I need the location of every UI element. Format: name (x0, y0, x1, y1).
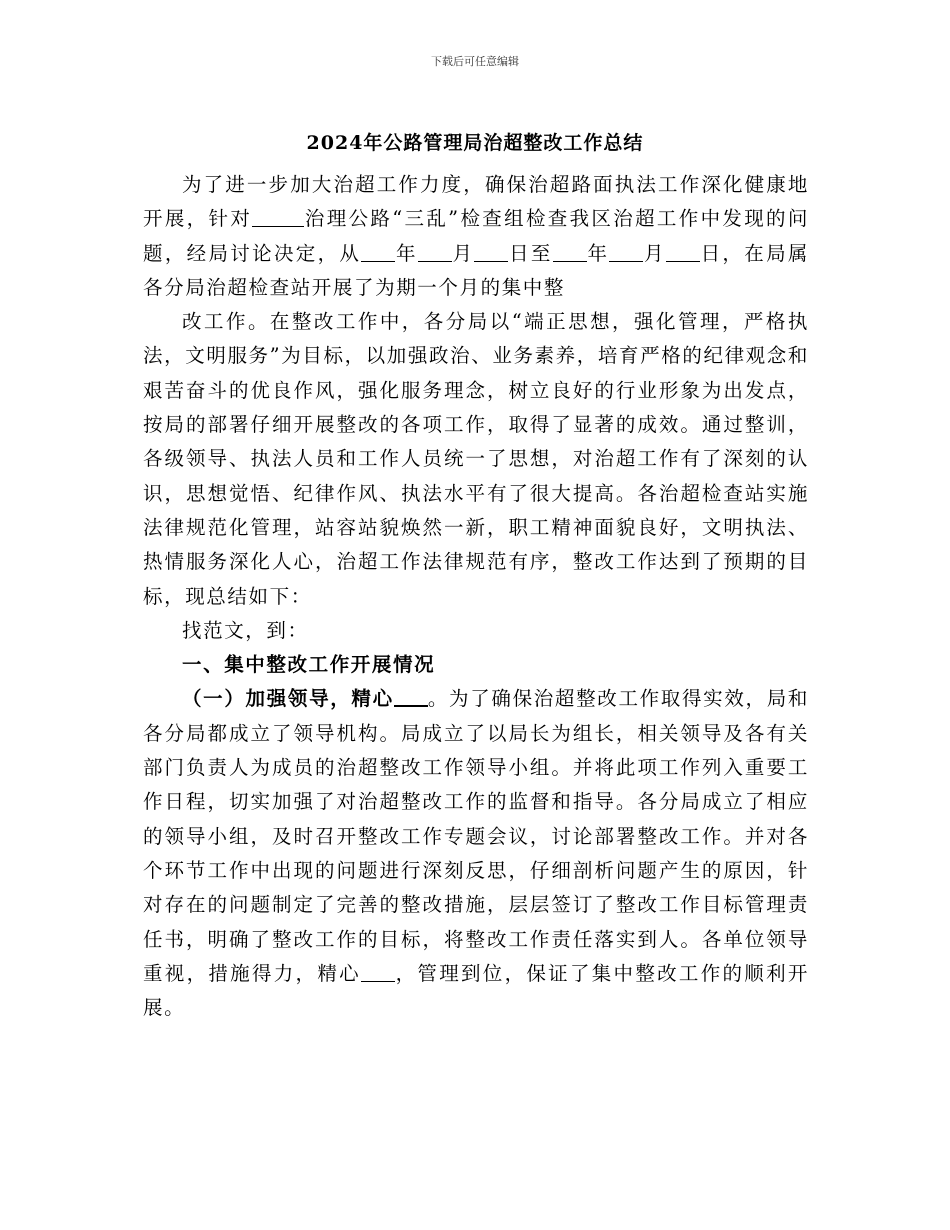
paragraph-leadership-tail: ，管理到位，保证了集中整改工作的顺利开展。 (143, 961, 809, 1020)
paragraph-intro-year-2: 年 (586, 241, 610, 265)
header-note: 下载后可任意编辑 (431, 55, 519, 68)
paragraph-intro-part-b: 治理公路“三乱”检查组检查我区治超工作中发现的问题，经局讨论决定，从 (143, 207, 809, 265)
paragraph-summary: 改工作。在整改工作中，各分局以“端正思想，强化管理，严格执法，文明服务”为目标，以加强政治、业务素养，培育严格的纪律观念和艰苦奋斗的优良作风，强化服务理念，树立良好的行业形象为出发点，按局的部署仔细开展整改的各项工作，取得了显著的成效。通过整训，各级领导、执法人员和工作人员统一了思想，对治超工作有了深刻的认识，思想觉悟、纪律作风、执法水平有了很大提高。各治超检查站实施法律规范化管理，站容站貌焕然一新，职工精神面貌良好，文明执法、热情服务深化人心，治超工作法律规范有序，整改工作达到了预期的目标，现总结如下： (143, 310, 809, 608)
section-heading-1: 一、集中整改工作开展情况 (182, 653, 436, 677)
paragraph-intro-part-a: 为了进一步加大治超工作力度，确保治超路面执法工作深化健康地开展，针对 (143, 173, 809, 231)
document-body (143, 168, 809, 1025)
paragraph-intro-month-2: 月 (643, 241, 666, 265)
paragraph-link-note: 找范文，到： (182, 618, 309, 642)
fill-blank (394, 686, 428, 708)
fill-blank (361, 241, 395, 262)
fill-blank (666, 241, 700, 262)
fill-blank (361, 961, 395, 982)
paragraph-intro-month-1: 月 (451, 241, 475, 265)
paragraph-leadership (143, 682, 809, 1025)
fill-blank (474, 241, 508, 262)
fill-blank (418, 241, 452, 262)
fill-blank (609, 241, 643, 262)
document-title: 2024年公路管理局治超整改工作总结 (306, 132, 644, 154)
paragraph-intro-day-1: 日至 (508, 241, 553, 265)
paragraph-intro (143, 168, 809, 305)
paragraph-leadership-body: 。为了确保治超整改工作取得实效，局和各分局都成立了领导机构。局成立了以局长为组长，相关领导及各有关部门负责人为成员的治超整改工作领导小组。并将此项工作列入重要工作日程，切实加强了对治超整改工作的监督和指导。各分局成立了相应的领导小组，及时召开整改工作专题会议，讨论部署整改工作。并对各个环节工作中出现的问题进行深刻反思，仔细剖析问题产生的原因，针对存在的问题制定了完善的整改措施，层层签订了整改工作目标管理责任书，明确了整改工作的目标，将整改工作责任落实到人。各单位领导重视，措施得力，精心 (143, 687, 809, 985)
fill-blank (553, 241, 587, 262)
subsection-lead-text: （一）加强领导，精心 (182, 687, 394, 711)
fill-blank (252, 207, 304, 228)
paragraph-intro-part-h: 日，在局属各分局治超检查站开展了为期一个月的集中整 (143, 241, 809, 299)
paragraph-intro-year-1: 年 (395, 241, 418, 265)
subsection-lead (182, 687, 428, 710)
